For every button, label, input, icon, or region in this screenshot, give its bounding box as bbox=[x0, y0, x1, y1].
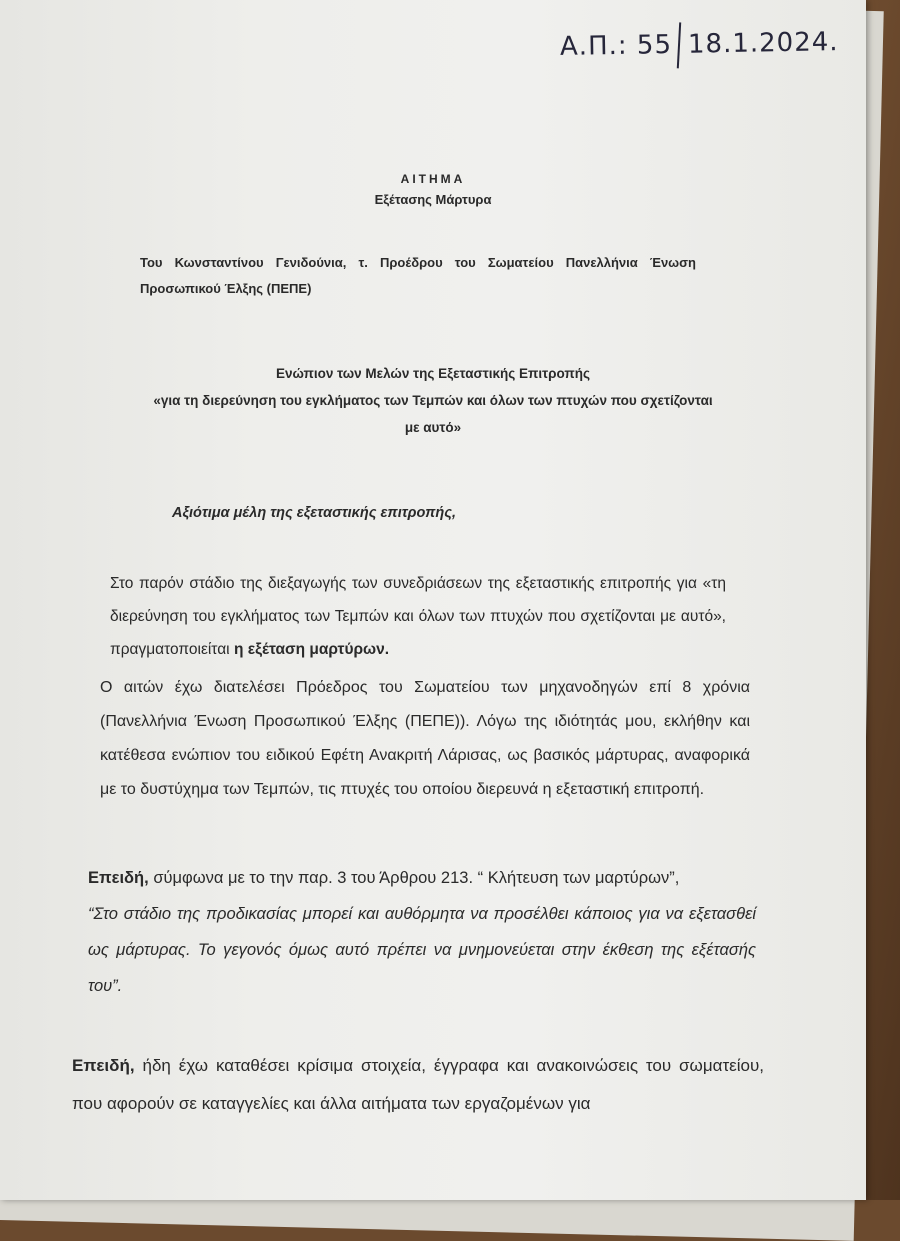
paragraph-4-lead: Επειδή, bbox=[72, 1056, 135, 1075]
paragraph-3-lead: Επειδή, bbox=[88, 869, 149, 887]
committee-scope: «για τη διερεύνηση του εγκλήματος των Τεμπών και όλων των πτυχών που σχετίζονται με αυτό» bbox=[153, 393, 713, 435]
paragraph-1-text: Στο παρόν στάδιο της διεξαγωγής των συνεδριάσεων της εξεταστικής επιτροπής για «τη διερεύνηση του εγκλήματος των Τεμπών και όλων των πτυχών που σχετίζονται με αυτό», πραγματοποιείται bbox=[110, 575, 726, 658]
paragraph-3-quote: “Στο στάδιο της προδικασίας μπορεί και αυθόρμητα να προσέλθει κάποιος για να εξετασθεί ως μάρτυρας. Το γεγονός όμως αυτό πρέπει να μνημονεύεται στην έκθεση της εξέτασής του”. bbox=[88, 905, 756, 995]
protocol-number: Α.Π.: 55 bbox=[559, 29, 673, 62]
protocol-date: 18.1.2024. bbox=[687, 27, 839, 60]
protocol-stamp bbox=[560, 20, 839, 71]
paragraph-4-text: ήδη έχω καταθέσει κρίσιμα στοιχεία, έγγραφα και ανακοινώσεις του σωματείου, που αφορούν σε καταγγελίες και άλλα αιτήματα των εργαζομένων για bbox=[72, 1056, 764, 1113]
paragraph-3 bbox=[88, 860, 756, 1004]
committee-heading bbox=[0, 360, 866, 441]
salutation: Αξιότιμα μέλη της εξεταστικής επιτροπής, bbox=[172, 505, 456, 521]
applicant-line: Του Κωνσταντίνου Γενιδούνια, τ. Προέδρου του Σωματείου Πανελλήνια Ένωση Προσωπικού Έλξης (ΠΕΠΕ) bbox=[140, 255, 696, 296]
paragraph-1 bbox=[110, 567, 726, 666]
paragraph-2: Ο αιτών έχω διατελέσει Πρόεδρος του Σωματείου των μηχανοδηγών επί 8 χρόνια (Πανελλήνια Ένωση Προσωπικού Έλξης (ΠΕΠΕ)). Λόγω της ιδιότητάς μου, εκλήθην και κατέθεσα ενώπιον του ειδικού Εφέτη Ανακριτή Λάρισας, ως βασικός μάρτυρας, αναφορικά με το δυστύχημα των Τεμπών, τις πτυχές του οποίου διερευνά η εξεταστική επιτροπή. bbox=[100, 679, 750, 798]
stamp-divider bbox=[677, 22, 681, 68]
committee-line: Ενώπιον των Μελών της Εξεταστικής Επιτροπής bbox=[275, 366, 590, 381]
paragraph-4 bbox=[72, 1047, 764, 1123]
document-subtitle: Εξέτασης Μάρτυρα bbox=[374, 192, 492, 207]
document-title: ΑΙΤΗΜΑ bbox=[400, 172, 466, 186]
paragraph-1-bold: η εξέταση μαρτύρων. bbox=[233, 641, 390, 658]
paragraph-3-text: σύμφωνα με το την παρ. 3 του Άρθρου 213. “ Κλήτευση των μαρτύρων”, bbox=[148, 869, 680, 887]
